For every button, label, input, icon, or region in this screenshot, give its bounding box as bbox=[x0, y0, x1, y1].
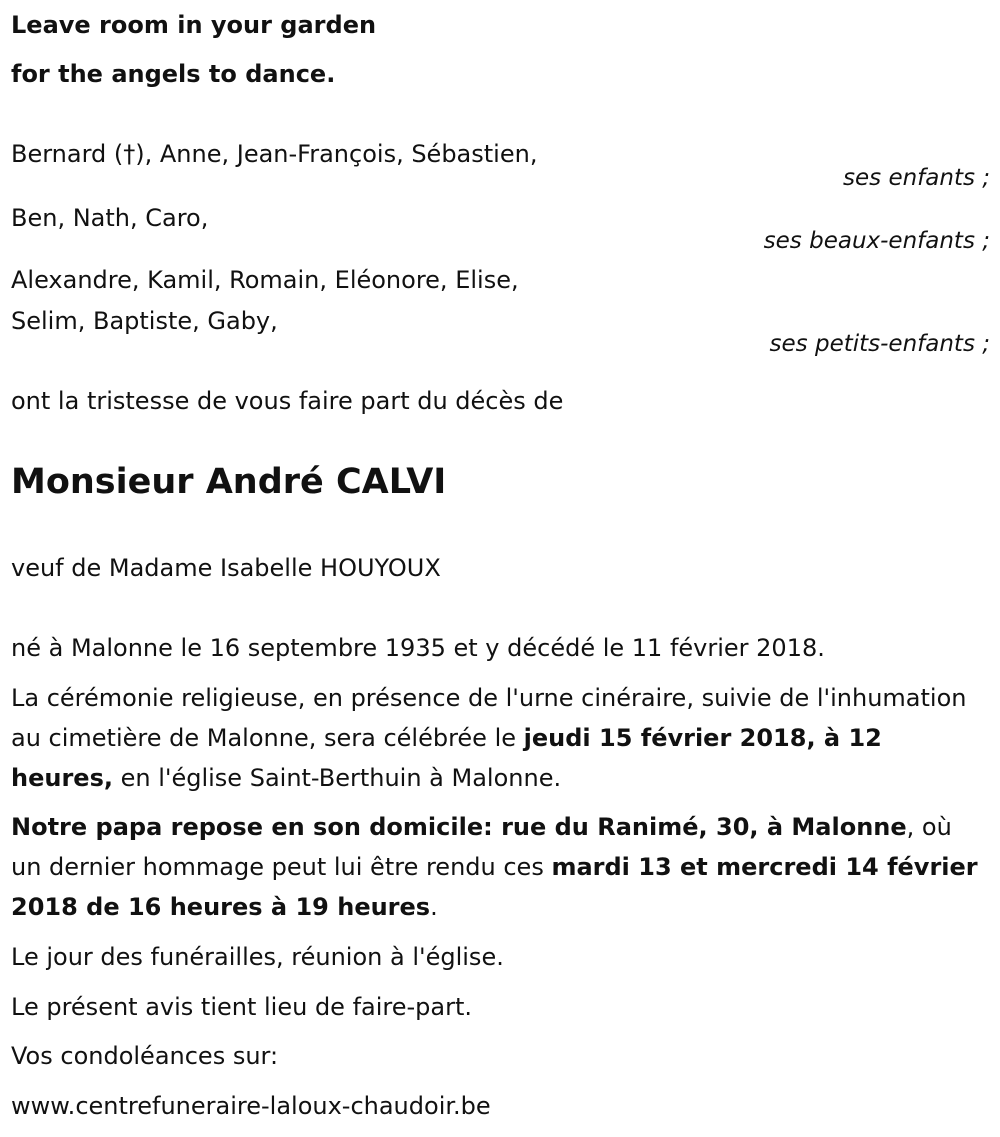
inlaws-names: Ben, Nath, Caro, bbox=[11, 204, 209, 232]
deceased-name: Monsieur André CALVI bbox=[11, 462, 447, 502]
birth-death-line: né à Malonne le 16 septembre 1935 et y décédé le 11 février 2018. bbox=[11, 634, 825, 662]
grandchildren-names-2: Selim, Baptiste, Gaby, bbox=[11, 307, 278, 335]
condolences-label: Vos condoléances sur: bbox=[11, 1042, 279, 1070]
epitaph-line-1: Leave room in your garden bbox=[11, 11, 377, 39]
children-role: ses enfants ; bbox=[843, 165, 990, 191]
grandchildren-role: ses petits-enfants ; bbox=[769, 331, 990, 357]
visitation-location: Notre papa repose en son domicile: rue du Ranimé, 30, à Malonne bbox=[11, 813, 907, 841]
grandchildren-names-1: Alexandre, Kamil, Romain, Eléonore, Elise, bbox=[11, 266, 519, 294]
visitation-dates: mardi 13 et mercredi 14 février 2018 de 16 heures à 19 heures bbox=[11, 853, 978, 921]
visitation-paragraph bbox=[11, 807, 981, 927]
ceremony-text: La cérémonie religieuse, en présence de l'urne cinéraire, suivie de l'inhumation au cimetière de Malonne, sera célébrée le bbox=[11, 684, 967, 752]
children-names: Bernard (†), Anne, Jean-François, Sébastien, bbox=[11, 140, 538, 168]
inlaws-role: ses beaux-enfants ; bbox=[763, 228, 990, 254]
ceremony-date: jeudi 15 février 2018, à 12 heures, bbox=[11, 724, 882, 792]
funeral-day-line: Le jour des funérailles, réunion à l'église. bbox=[11, 943, 504, 971]
ceremony-paragraph bbox=[11, 678, 981, 798]
spouse-line: veuf de Madame Isabelle HOUYOUX bbox=[11, 554, 441, 582]
website-link[interactable]: www.centrefuneraire-laloux-chaudoir.be bbox=[11, 1092, 491, 1120]
ceremony-location: en l'église Saint-Berthuin à Malonne. bbox=[112, 764, 562, 792]
epitaph-line-2: for the angels to dance. bbox=[11, 60, 336, 88]
announcement: ont la tristesse de vous faire part du décès de bbox=[11, 387, 564, 415]
notice-line: Le présent avis tient lieu de faire-part. bbox=[11, 993, 473, 1021]
visitation-text: , où un dernier hommage peut lui être rendu ces bbox=[11, 813, 952, 881]
visitation-end: . bbox=[430, 893, 438, 921]
